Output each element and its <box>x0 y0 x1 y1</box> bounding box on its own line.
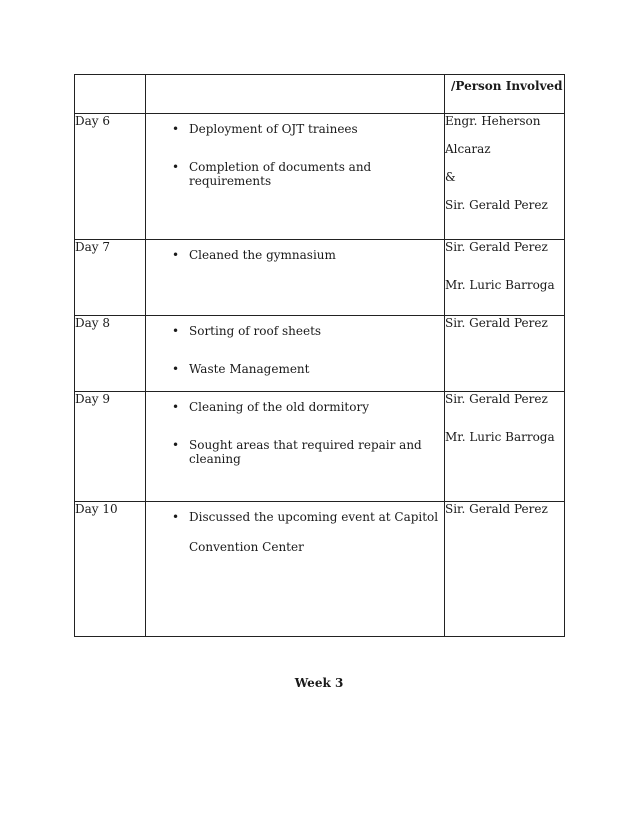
person-name: Mr. Luric Barroga <box>445 278 555 292</box>
activity-cell <box>146 502 445 637</box>
table-row <box>75 240 565 316</box>
list-item: • Waste Management <box>172 362 310 376</box>
header-day-cell <box>75 75 146 114</box>
day-cell <box>75 316 146 392</box>
day-cell <box>75 392 146 502</box>
list-item: • Cleaning of the old dormitory <box>172 400 369 414</box>
activity-cell <box>146 316 445 392</box>
person-name: Sir. Gerald Perez <box>445 502 548 516</box>
day-cell <box>75 114 146 240</box>
person-name: Alcaraz <box>445 142 491 156</box>
table-row <box>75 392 565 502</box>
list-item: • Completion of documents and requirements <box>172 160 372 188</box>
list-item: • Deployment of OJT trainees <box>172 122 358 136</box>
person-name: Sir. Gerald Perez <box>445 198 548 212</box>
table-row <box>75 502 565 637</box>
day-cell <box>75 502 146 637</box>
day-cell <box>75 240 146 316</box>
person-name: Engr. Heherson <box>445 114 541 128</box>
activity-cell <box>146 240 445 316</box>
list-item: • Sought areas that required repair and cleaning <box>172 438 422 466</box>
bullet-icon: • <box>172 160 180 174</box>
person-name: Sir. Gerald Perez <box>445 316 548 330</box>
person-cell <box>445 392 565 502</box>
person-name: Sir. Gerald Perez <box>445 392 548 406</box>
person-involved-heading: /Person Involved <box>451 79 563 93</box>
day-label: Day 9 <box>75 392 111 406</box>
day-label: Day 6 <box>75 114 111 128</box>
bullet-icon: • <box>172 438 180 452</box>
bullet-icon: • <box>172 362 180 376</box>
person-cell <box>445 240 565 316</box>
activity-list <box>146 502 444 554</box>
activity-list <box>146 392 444 466</box>
bullet-icon: • <box>172 324 180 338</box>
person-name: Sir. Gerald Perez <box>445 240 548 254</box>
bullet-icon: • <box>172 510 180 524</box>
week-heading: Week 3 <box>294 676 344 690</box>
person-cell <box>445 114 565 240</box>
day-label: Day 10 <box>75 502 118 516</box>
bullet-icon: • <box>172 122 180 136</box>
list-item: • Cleaned the gymnasium <box>172 248 336 262</box>
bullet-icon: • <box>172 400 180 414</box>
table-row <box>75 114 565 240</box>
list-item: • Discussed the upcoming event at Capitol Convention Center <box>172 510 439 554</box>
table-header-row <box>75 75 565 114</box>
activity-list <box>146 114 444 188</box>
header-person-cell <box>445 75 565 114</box>
activity-list <box>146 240 444 262</box>
bullet-icon: • <box>172 248 180 262</box>
person-name: Mr. Luric Barroga <box>445 430 555 444</box>
list-item: • Sorting of roof sheets <box>172 324 322 338</box>
activity-list <box>146 316 444 376</box>
activity-log-table <box>74 74 565 637</box>
person-name: & <box>445 170 456 184</box>
activity-cell <box>146 114 445 240</box>
day-label: Day 8 <box>75 316 111 330</box>
header-activity-cell <box>146 75 445 114</box>
person-cell <box>445 502 565 637</box>
activity-cell <box>146 392 445 502</box>
table-row <box>75 316 565 392</box>
day-label: Day 7 <box>75 240 111 254</box>
person-cell <box>445 316 565 392</box>
